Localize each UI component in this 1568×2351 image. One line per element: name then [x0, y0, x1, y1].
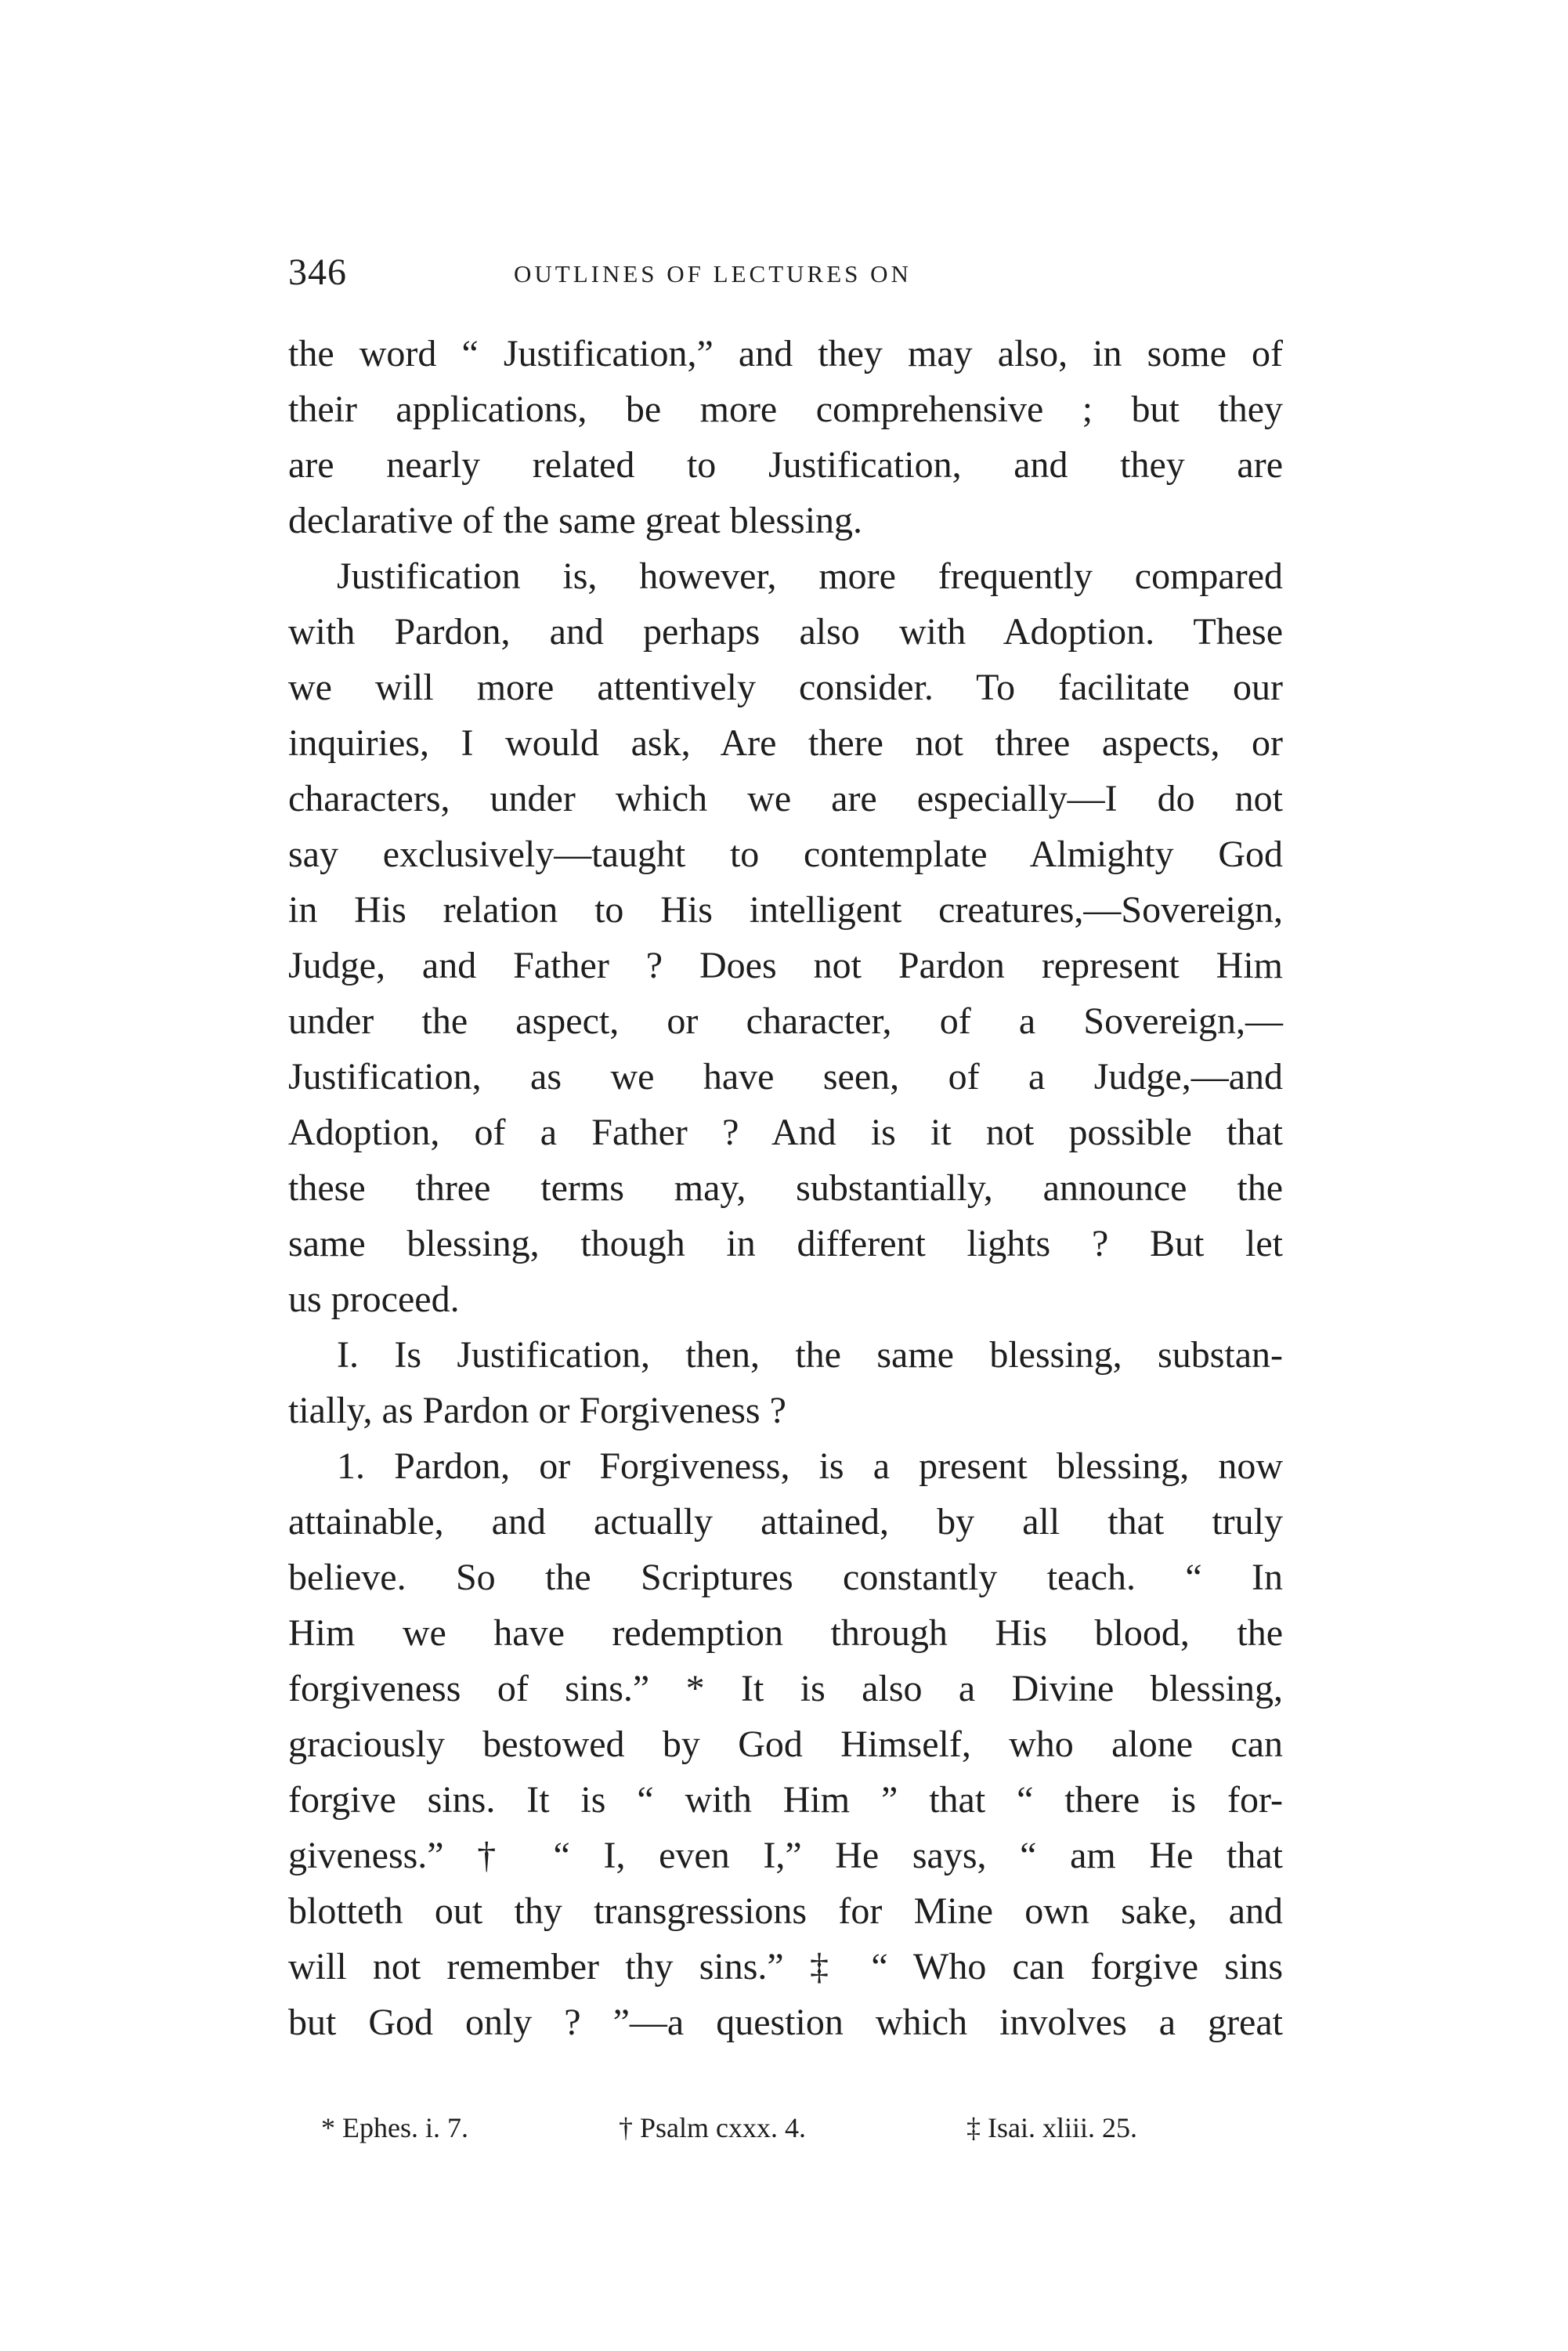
text-line: are nearly related to Justification, and they are	[288, 444, 1283, 486]
text-line: but God only ? ”—a question which involves a great	[288, 2002, 1283, 2043]
text-line: tially, as Pardon or Forgiveness ?	[288, 1390, 786, 1431]
text-line: Justification is, however, more frequently compared	[337, 555, 1283, 597]
text-line: the word “ Justification,” and they may also, in some of	[288, 333, 1283, 374]
text-line: Adoption, of a Father ? And is it not possible that	[288, 1112, 1283, 1153]
text-line: attainable, and actually attained, by all that truly	[288, 1501, 1283, 1543]
text-line: Judge, and Father ? Does not Pardon represent Him	[288, 945, 1283, 986]
text-line: same blessing, though in different lights ? But let	[288, 1223, 1283, 1264]
text-line: say exclusively—taught to contemplate Almighty God	[288, 834, 1283, 875]
text-line: inquiries, I would ask, Are there not three aspects, or	[288, 722, 1283, 764]
text-line: we will more attentively consider. To facilitate our	[288, 667, 1283, 708]
text-line: forgiveness of sins.” * It is also a Divine blessing,	[288, 1668, 1283, 1709]
text-line: I. Is Justification, then, the same blessing, substan-	[337, 1334, 1283, 1376]
text-line: with Pardon, and perhaps also with Adoption. These	[288, 611, 1283, 653]
running-title: OUTLINES OF LECTURES ON	[514, 260, 912, 288]
text-line: declarative of the same great blessing.	[288, 500, 863, 541]
text-line: giveness.” † “ I, even I,” He says, “ am He that	[288, 1835, 1283, 1876]
text-line: characters, under which we are especially—I do not	[288, 778, 1283, 819]
text-line: these three terms may, substantially, announce the	[288, 1167, 1283, 1209]
footnote: † Psalm cxxx. 4.	[619, 2112, 806, 2143]
text-line: will not remember thy sins.” ‡ “ Who can forgive sins	[288, 1946, 1283, 1987]
footnotes	[321, 2104, 1261, 2151]
text-line: under the aspect, or character, of a Sovereign,—	[288, 1000, 1283, 1042]
body-text	[288, 326, 1283, 2050]
footnote: ‡ Isai. xliii. 25.	[966, 2112, 1137, 2143]
page-number: 346	[288, 251, 347, 293]
text-line: 1. Pardon, or Forgiveness, is a present blessing, now	[337, 1445, 1283, 1487]
text-line: blotteth out thy transgressions for Mine own sake, and	[288, 1890, 1283, 1932]
text-line: believe. So the Scriptures constantly teach. “ In	[288, 1557, 1283, 1598]
text-line: Him we have redemption through His blood, the	[288, 1612, 1283, 1654]
text-line: graciously bestowed by God Himself, who alone can	[288, 1723, 1283, 1765]
page-header	[288, 249, 1306, 296]
text-line: their applications, be more comprehensive ; but they	[288, 389, 1283, 430]
text-line: us proceed.	[288, 1279, 460, 1320]
text-line: in His relation to His intelligent creatures,—Sovereign,	[288, 889, 1283, 931]
text-line: forgive sins. It is “ with Him ” that “ there is for-	[288, 1779, 1283, 1821]
text-line: Justification, as we have seen, of a Judge,—and	[288, 1056, 1283, 1098]
footnote: * Ephes. i. 7.	[321, 2112, 468, 2143]
